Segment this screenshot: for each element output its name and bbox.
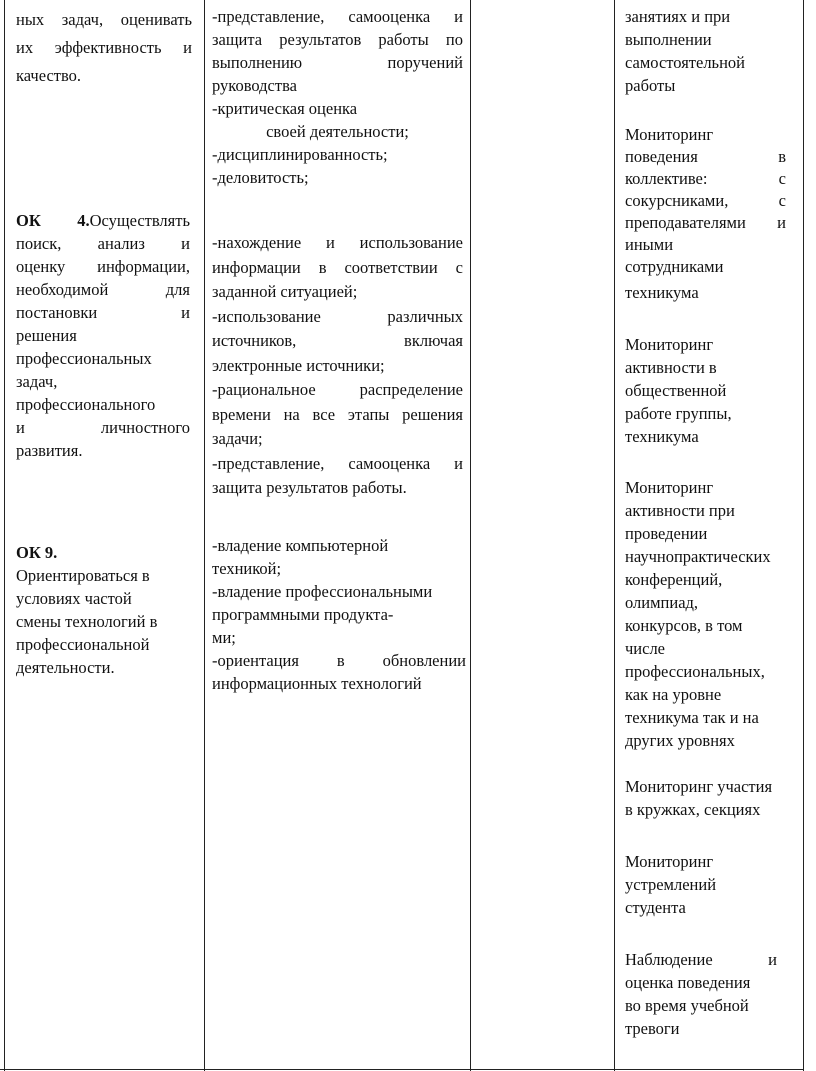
text-line: техникума bbox=[625, 427, 699, 446]
text-line: тревоги bbox=[625, 1019, 680, 1038]
ok9-code: ОК 9. bbox=[16, 543, 58, 562]
text-line: числе bbox=[625, 639, 666, 658]
ok9-block bbox=[16, 541, 192, 679]
text-line: проведении bbox=[625, 524, 708, 543]
text-line: сотрудниками bbox=[625, 257, 724, 276]
text-line: Мониторинг bbox=[625, 852, 714, 871]
ok4-heading-line bbox=[16, 209, 190, 232]
text-line: защита результатов работы по bbox=[212, 30, 463, 49]
text-line: во время учебной bbox=[625, 996, 749, 1015]
text-line: Осуществлять bbox=[89, 211, 190, 230]
text-line: заданной ситуацией; bbox=[212, 282, 358, 301]
text-line: общественной bbox=[625, 381, 727, 400]
text-line: научнопрактических bbox=[625, 547, 771, 566]
text-line: Наблюдение и bbox=[625, 950, 777, 969]
col4-block-1 bbox=[625, 5, 790, 97]
text-line: -представление, самооценка и bbox=[212, 7, 463, 26]
text-line: выполнению поручений bbox=[212, 53, 463, 72]
text-line: Мониторинг bbox=[625, 125, 714, 144]
col2-group-1 bbox=[212, 5, 463, 189]
text-line: руководства bbox=[212, 76, 297, 95]
text-line: -владение компьютерной bbox=[212, 536, 389, 555]
table-border-left bbox=[4, 0, 5, 1071]
text-line: профессиональной bbox=[16, 635, 150, 654]
column-divider-3 bbox=[614, 0, 615, 1071]
text-line: оценку информации, bbox=[16, 257, 190, 276]
ok9-code-line bbox=[16, 541, 192, 564]
text-line: -рациональное распределение bbox=[212, 380, 463, 399]
text-line: -деловитость; bbox=[212, 168, 309, 187]
text-line: поведения в bbox=[625, 147, 786, 166]
text-line: работе группы, bbox=[625, 404, 732, 423]
text-line: необходимой для bbox=[16, 280, 190, 299]
text-line: профессионального bbox=[16, 395, 156, 414]
ok4-block bbox=[16, 209, 190, 462]
text-line: Мониторинг bbox=[625, 335, 714, 354]
col4-block-3 bbox=[625, 333, 790, 448]
text-line: их эффективность и bbox=[16, 38, 192, 57]
text-line: коллективе: с bbox=[625, 169, 786, 188]
col2-group-3 bbox=[212, 534, 466, 695]
text-line: в кружках, секциях bbox=[625, 800, 761, 819]
text-line: Мониторинг участия bbox=[625, 777, 773, 796]
text-line: активности в bbox=[625, 358, 717, 377]
text-line: преподавателями и bbox=[625, 213, 786, 232]
column-divider-1 bbox=[204, 0, 205, 1071]
text-line: устремлений bbox=[625, 875, 717, 894]
ok4-code: ОК 4. bbox=[16, 211, 90, 230]
col2-group-2 bbox=[212, 231, 463, 501]
text-line: техникума bbox=[625, 283, 699, 302]
text-line: сокурсниками, с bbox=[625, 191, 786, 210]
text-line: ных задач, оценивать bbox=[16, 10, 192, 29]
text-line: защита результатов работы. bbox=[212, 478, 407, 497]
text-line: условиях частой bbox=[16, 589, 132, 608]
text-line: иными bbox=[625, 235, 674, 254]
text-line: смены технологий в bbox=[16, 612, 158, 631]
text-line: студента bbox=[625, 898, 686, 917]
text-line: профессиональных, bbox=[625, 662, 765, 681]
table-border-bottom bbox=[0, 1069, 804, 1070]
text-line: поиск, анализ и bbox=[16, 234, 190, 253]
text-line: -владение профессиональными bbox=[212, 582, 433, 601]
table-border-right bbox=[803, 0, 804, 1071]
text-line: других уровнях bbox=[625, 731, 735, 750]
text-line: развития. bbox=[16, 441, 83, 460]
text-line: профессиональных bbox=[16, 349, 152, 368]
text-line: источников, включая bbox=[212, 331, 463, 350]
text-line: -использование различных bbox=[212, 306, 463, 326]
text-line: качество. bbox=[16, 66, 82, 85]
text-line: выполнении bbox=[625, 30, 712, 49]
text-line: ми; bbox=[212, 628, 236, 647]
text-line: техникой; bbox=[212, 559, 282, 578]
text-line: деятельности. bbox=[16, 658, 115, 677]
text-line: и личностного bbox=[16, 418, 190, 437]
text-line: конкурсов, в том bbox=[625, 616, 743, 635]
text-line: времени на все этапы решения bbox=[212, 404, 463, 424]
text-line: самостоятельной bbox=[625, 53, 745, 72]
column-divider-2 bbox=[470, 0, 471, 1071]
text-line: информации в соответствии с bbox=[212, 257, 463, 277]
text-line: задач, bbox=[16, 372, 58, 391]
col4-block-4 bbox=[625, 476, 797, 752]
text-line: занятиях и при bbox=[625, 7, 731, 26]
text-line: -ориентация в обновлении bbox=[212, 651, 466, 670]
text-line: -дисциплинированность; bbox=[212, 145, 388, 164]
text-line: работы bbox=[625, 76, 676, 95]
text-line: решения bbox=[16, 326, 77, 345]
text-line: техникума так и на bbox=[625, 708, 759, 727]
text-line: -нахождение и использование bbox=[212, 233, 463, 252]
text-line: Ориентироваться в bbox=[16, 566, 150, 585]
col4-block-5 bbox=[625, 775, 797, 821]
text-line: постановки и bbox=[16, 303, 190, 322]
col1-intro-text bbox=[16, 6, 192, 90]
text-line: информационных технологий bbox=[212, 674, 422, 693]
text-line: -критическая оценка bbox=[212, 99, 358, 118]
text-line: программными продукта- bbox=[212, 605, 394, 624]
text-line: как на уровне bbox=[625, 685, 722, 704]
text-line: своей деятельности; bbox=[266, 122, 409, 141]
col4-block-6 bbox=[625, 850, 790, 919]
text-line: электронные источники; bbox=[212, 355, 385, 375]
col4-block-2 bbox=[625, 124, 786, 304]
text-line: активности при bbox=[625, 501, 735, 520]
text-line: оценка поведения bbox=[625, 973, 751, 992]
text-line: задачи; bbox=[212, 429, 263, 448]
text-line: -представление, самооценка и bbox=[212, 453, 463, 473]
text-line: конференций, bbox=[625, 570, 723, 589]
col4-block-7 bbox=[625, 948, 777, 1040]
text-line: олимпиад, bbox=[625, 593, 699, 612]
text-line: Мониторинг bbox=[625, 478, 714, 497]
